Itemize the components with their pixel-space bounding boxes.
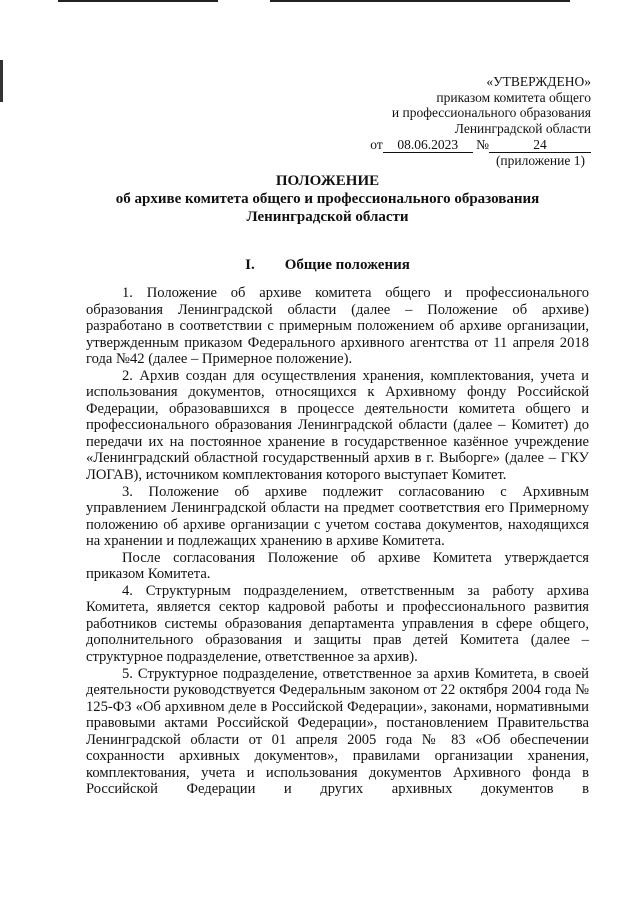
- section-title: Общие положения: [284, 257, 410, 273]
- appendix-note: (приложение 1): [495, 153, 585, 168]
- approval-line-2: и профессионального образования: [391, 105, 591, 120]
- order-date: 08.06.2023: [383, 138, 473, 153]
- date-prefix: от: [370, 137, 383, 152]
- paragraph-2: 2. Архив создан для осуществления хранения, комплектования, учета и использования документов, относящихся к Архивному фонду Российской Федерации, образовавшихся в процессе деятельности комитета общего и профессионального образования Ленинградской области (далее – Комитет) до передачи их на постоянное хранение в государственное казённое учреждение «Ленинградский областной государственный архив в г. Выборге» (далее – ГКУ ЛОГАВ), источником комплектования которого выступает Комитет.: [86, 367, 589, 484]
- document-subtitle-line-2: Ленинградской области: [246, 209, 409, 225]
- top-edge-line-right: [270, 0, 570, 2]
- paragraph-3: 3. Положение об архиве подлежит согласованию с Архивным управлением Ленинградской области на предмет соответствия его Примерному положению об архиве организации с учетом состава документов, находящихся на хранении и подлежащих хранению в архиве Комитета.: [86, 483, 589, 550]
- approval-stamp: «УТВЕРЖДЕНО»: [486, 74, 591, 89]
- paragraph-5: 5. Структурное подразделение, ответственное за архив Комитета, в своей деятельности руководствуется Федеральным законом от 22 октября 2004 года № 125-ФЗ «Об архивном деле в Российской Федерации», законами, нормативными правовыми актами Российской Федерации», постановлением Правительства Ленинградской области от 01 апреля 2005 года № 83 «Об обеспечении сохранности архивных документов», правилами организации хранения, комплектования, учета и использования документов Архивного фонда в Российской Федерации и других архивных документов в: [86, 665, 589, 798]
- approval-line-3: Ленинградской области: [454, 120, 591, 136]
- document-title-block: [60, 172, 595, 226]
- order-date-number-line: [370, 137, 591, 153]
- number-prefix: №: [476, 137, 489, 152]
- top-edge-line-left: [58, 0, 218, 2]
- order-number: 24: [489, 138, 591, 153]
- document-heading: ПОЛОЖЕНИЕ: [275, 173, 380, 189]
- paragraph-3-continuation: После согласования Положение об архиве Комитета утверждается приказом Комитета.: [86, 549, 589, 583]
- paragraph-4: 4. Структурным подразделением, ответственным за работу архива Комитета, является сектор кадровой работы и профессионального развития работников системы образования департамента управления в сфере общего, дополнительного образования и защиты прав детей Комитета (далее – структурное подразделение, ответственное за архив).: [86, 582, 589, 666]
- document-body: [86, 285, 589, 798]
- document-subtitle-line-1: об архиве комитета общего и профессионального образования: [115, 191, 540, 207]
- section-heading: [60, 256, 595, 274]
- section-number: I.: [245, 257, 255, 273]
- paragraph-1: 1. Положение об архиве комитета общего и профессионального образования Ленинградской области (далее – Положение об архиве) разработано в соответствии с примерным положением об архиве организации, утвержденным приказом Федерального архивного агентства от 11 апреля 2018 года №42 (далее – Примерное положение).: [86, 285, 589, 368]
- approval-line-1: приказом комитета общего: [436, 89, 591, 105]
- approval-block: [370, 74, 591, 169]
- scan-margin-mark: [0, 60, 3, 102]
